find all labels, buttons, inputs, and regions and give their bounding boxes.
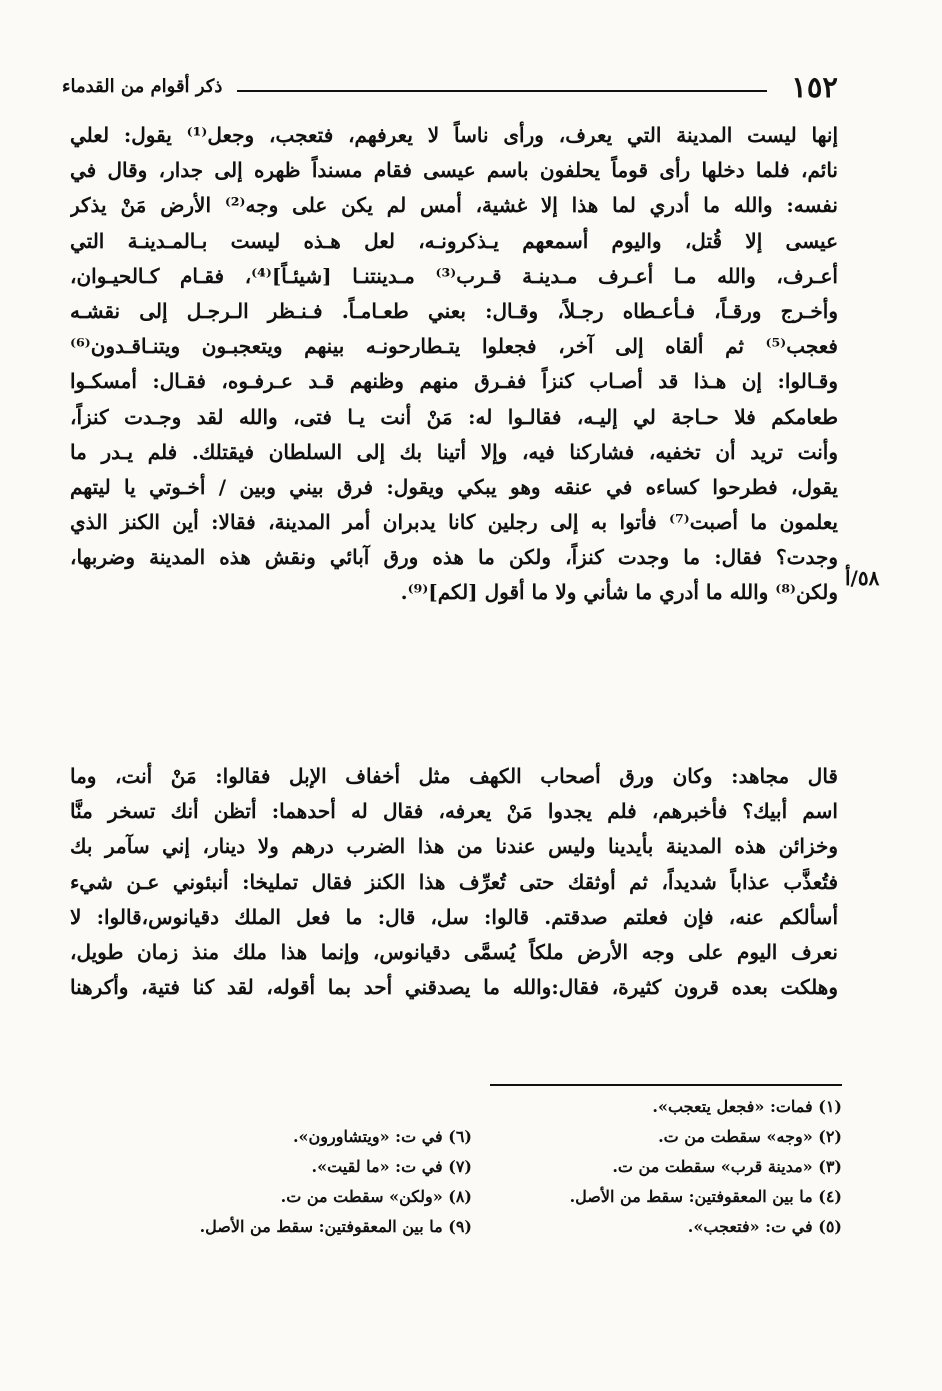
footnote-item: (١) فمات: «فجعل يتعجب». xyxy=(652,1097,842,1116)
text-line: نعرف اليوم على وجه الأرض ملكاً يُسمَّى دقيانوس، وإنما هذا ملك منذ زمان طويل، xyxy=(70,939,838,964)
text-line: اسم أبيك؟ فأخبرهم، فلم يجدوا مَنْ يعرفه، فقال له أحدهما: أتظن أنك تسخر منَّا xyxy=(70,799,838,824)
page-header xyxy=(62,70,840,110)
text-line: إنها ليست المدينة التي يعرف، ورأى ناساً لا يعرفهم، فتعجب، وجعل⁽¹⁾ يقول: لعلي xyxy=(70,123,838,147)
manuscript-folio-marker: ٥٨/أ xyxy=(845,566,880,590)
header-rule xyxy=(237,90,767,92)
paragraph-2 xyxy=(70,759,838,1005)
text-line: عيسى إلا قُتل، واليوم أسمعهم يـذكرونـه، لعل هـذه ليست بـالمـدينـة التي xyxy=(70,228,838,253)
footnote-item: (٣) «مدينة قرب» سقطت من ت. xyxy=(612,1157,842,1176)
footnote-item: (٢) «وجه» سقطت من ت. xyxy=(658,1127,842,1146)
text-line: نفسه: والله ما أدري لما هذا إلا غشية، أمس لم يكن على وجه⁽²⁾ الأرض مَنْ يذكر xyxy=(70,193,838,218)
text-line: وجدت؟ فقال: ما وجدت كنزاً، ولكن ما هذه ورق آبائي ونقش هذه المدينة وضربها، xyxy=(70,545,838,570)
paragraph-1 xyxy=(70,118,838,611)
text-line: نائم، فلما دخلها رأى قوماً يحلفون باسم عيسى فقام مسنداً ظهره إلى جدار، وقال في xyxy=(70,158,838,183)
text-line: وأنت تريد أن تخفيه، فشاركنا فيه، وإلا أتينا بك إلى السلطان فيقتلك. فلم يـدر ما xyxy=(70,439,838,464)
text-line: قال مجاهد: وكان ورق أصحاب الكهف مثل أخفاف الإبل فقالوا: مَنْ أنت، وما xyxy=(70,764,838,788)
page-number: ١٥٢ xyxy=(791,70,838,104)
text-line: يعلمون ما أصبت⁽⁷⁾ فأتوا به إلى رجلين كانا يدبران أمر المدينة، فقالا: أين الكنز الذي xyxy=(70,510,838,535)
text-line: أسألكم عنه، فإن فعلتم صدقتم. قالوا: سل، قال: ما فعل الملك دقيانوس،قالوا: لا xyxy=(70,904,838,929)
text-line: فعجب⁽⁵⁾ ثم ألقاه إلى آخر، فجعلوا يتـطارحونـه بينهم ويتعجبـون ويتنـاقـدون⁽⁶⁾ xyxy=(70,334,838,359)
text-line: طعامكم فلا حـاجة لي إليـه، فقالـوا له: مَنْ أنت يـا فتى، والله لقد وجـدت كنزاً، xyxy=(70,404,838,429)
footnote-separator xyxy=(490,1084,842,1086)
running-title: ذكر أقوام من القدماء xyxy=(62,76,223,97)
footnote-item: (٥) في ت: «فتعجب». xyxy=(687,1217,842,1236)
text-line: وخزائن هذه المدينة بأيدينا وليس عندنا من هذا الضرب درهم ولا دينار، إني سآمر بك xyxy=(70,834,838,859)
footnote-item: (٨) «ولكن» سقطت من ت. xyxy=(280,1187,472,1206)
footnote-item: (٧) في ت: «ما لقيت». xyxy=(311,1157,472,1176)
footnote-item: (٤) ما بين المعقوفتين: سقط من الأصل. xyxy=(569,1187,842,1206)
footnote-item: (٦) في ت: «ويتشاورون». xyxy=(292,1127,472,1146)
text-line: يقول، فطرحوا كساءه في عنقه وهو يبكي ويقول: فرق بيني وبين / أخـوتي يا ليتهم xyxy=(70,474,838,499)
footnotes xyxy=(0,1092,942,1272)
text-line: وقـالوا: إن هـذا قد أصـاب كنزاً ففـرق منهم وظنهم قـد عـرفـوه، فقـال: أمسكـوا xyxy=(70,369,838,394)
footnote-column-left xyxy=(172,1122,472,1242)
text-line: أعـرف، والله مـا أعـرف مـدينـة قـرب⁽³⁾ مـدينتنـا [شيئـاً]⁽⁴⁾، فقـام كـالحيـوان، xyxy=(70,263,838,288)
text-line: ولكن⁽⁸⁾ والله ما أدري ما شأني ولا ما أقول [لكم]⁽⁹⁾. xyxy=(400,580,838,605)
footnote-column-right xyxy=(512,1092,842,1242)
text-line: فتُعذَّب عذاباً شديداً، ثم أوثقك حتى تُعرِّف هذا الكنز فقال تمليخا: أنبئوني عـن شيء xyxy=(70,869,838,894)
text-line: وهلكت بعده قرون كثيرة، فقال:والله ما يصدقني أحد بما أقوله، لقد كنا فتية، وأكرهنا xyxy=(70,975,838,1000)
footnote-item: (٩) ما بين المعقوفتين: سقط من الأصل. xyxy=(199,1217,472,1236)
text-line: وأخـرج ورقـاً، فـأعـطاه رجـلاً، وقـال: بعني طعـامـاً. فـنـظر الـرجـل إلى نقشـه xyxy=(70,298,838,323)
